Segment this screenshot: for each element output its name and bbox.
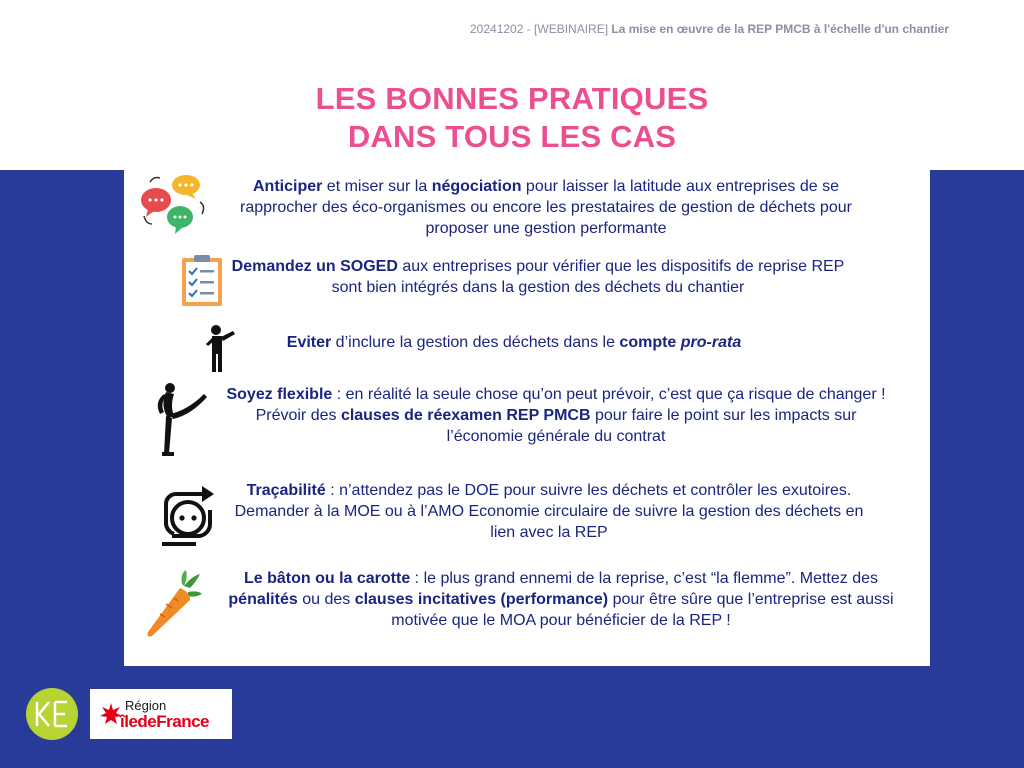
- tracking-route-icon: [158, 480, 222, 557]
- practice-item: [124, 252, 930, 308]
- practice-text: Anticiper et miser sur la négociation pour laisser la latitude aux entreprises de se rapprocher des éco-organismes ou encore les prestataires de gestion de déchets pour proposer une gestion performante: [240, 178, 852, 237]
- practice-text: Traçabilité : n’attendez pas le DOE pour suivre les déchets et contrôler les exutoires. Demander à la MOE ou à l’AMO Economie circulaire de suivre la gestion des déchets en lien avec la REP: [234, 482, 864, 541]
- region-idf-logo: [90, 689, 232, 739]
- yoga-pose-icon: [140, 382, 210, 463]
- practices-card: [124, 170, 930, 666]
- practice-item: [124, 318, 930, 376]
- title-line-1: LES BONNES PRATIQUES: [315, 81, 709, 116]
- practice-text: Demandez un SOGED aux entreprises pour vérifier que les dispositifs de reprise REP sont bien intégrés dans la gestion des déchets du chantier: [231, 258, 845, 296]
- page-title: [0, 80, 1024, 156]
- ke-logo-icon: [35, 700, 69, 728]
- practice-item: [124, 568, 930, 644]
- practice-text: Eviter d’inclure la gestion des déchets dans le compte pro-rata: [286, 334, 742, 351]
- header-webinar-title: La mise en œuvre de la REP PMCB à l'échelle d'un chantier: [611, 22, 949, 36]
- carrot-icon: [144, 570, 204, 645]
- practice-item: [124, 170, 930, 242]
- checklist-icon: [180, 254, 224, 313]
- practice-item: [124, 476, 930, 556]
- ile-de-france-wordmark: îledeFrance: [120, 712, 209, 731]
- ke-logo: [26, 688, 78, 740]
- title-line-2: DANS TOUS LES CAS: [347, 119, 677, 154]
- speech-bubbles-icon: [136, 172, 208, 241]
- dab-person-icon: [202, 322, 238, 379]
- practice-item: [124, 380, 930, 462]
- region-star-icon: [100, 703, 122, 725]
- region-word: Région: [125, 698, 167, 713]
- practice-text: Le bâton ou la carotte : le plus grand ennemi de la reprise, c’est “la flemme”. Mettez des pénalités ou des clauses incitatives (performance) pour être sûre que l’entreprise est aussi motivée que le MOA pour bénéficier de la REP !: [228, 570, 894, 629]
- header-prefix: 20241202 - [WEBINAIRE]: [470, 22, 612, 36]
- practice-text: Soyez flexible : en réalité la seule chose qu’on peut prévoir, c’est que ça risque de changer ! Prévoir des clauses de réexamen REP PMCB pour faire le point sur les impacts sur l’économie générale du contrat: [226, 386, 886, 445]
- slide-header: [470, 22, 949, 36]
